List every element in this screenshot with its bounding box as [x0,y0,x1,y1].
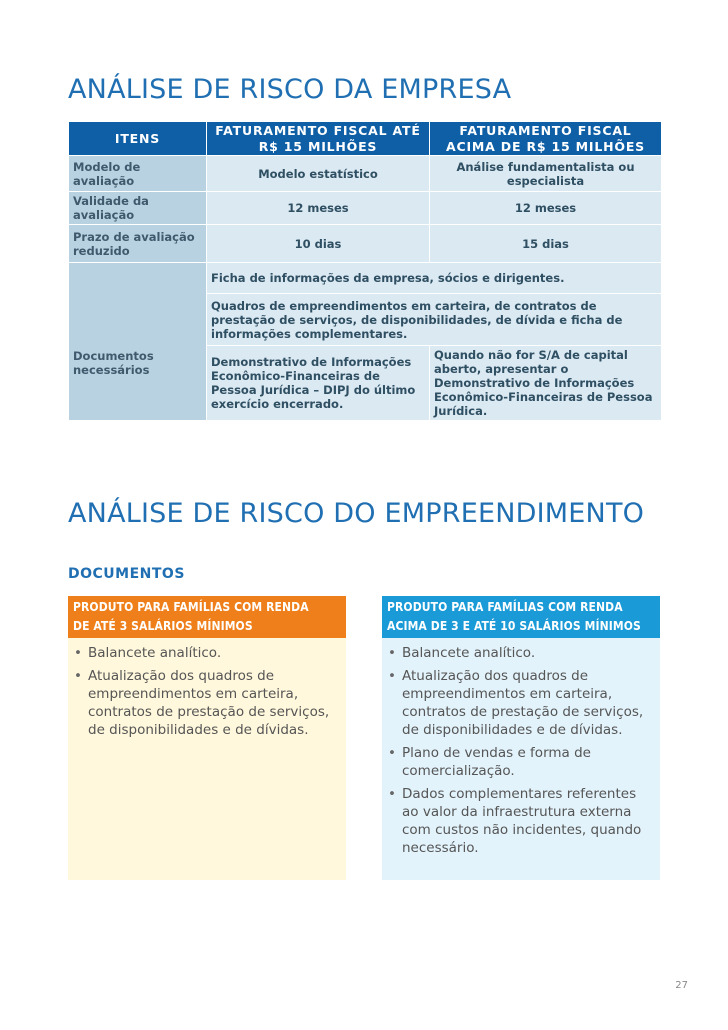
section-title-empresa: ANÁLISE DE RISCO DA EMPRESA [68,74,512,105]
list-item-text: Balancete analítico. [88,645,222,661]
right-column [382,596,660,880]
table-row [69,263,662,294]
left-column-body [68,638,346,880]
right-column-body [382,638,660,880]
table-cell: Quadros de empreendimentos em carteira, de contratos de prestação de serviços, de disponibilidades, de dívida e ficha de informações complementares. [207,294,662,346]
list-item [388,744,654,780]
right-header-line2: ACIMA DE 3 E ATÉ 10 SALÁRIOS MÍNIMOS [387,619,641,633]
row-label: Documentos necessários [69,263,207,421]
header-ate-15: FATURAMENTO FISCAL ATÉ R$ 15 MILHÕES [207,122,430,156]
right-column-header [382,596,660,638]
table-cell: Ficha de informações da empresa, sócios e dirigentes. [207,263,662,294]
risk-table [68,121,662,421]
table-cell: 10 dias [207,225,430,263]
left-column [68,596,346,880]
table-cell: 12 meses [207,192,430,225]
list-item-text: Dados complementares referentes ao valor da infraestrutura externa com custos não incidentes, quando necessário. [402,786,642,856]
section-title-empreendimento: ANÁLISE DE RISCO DO EMPREENDIMENTO [68,498,645,529]
table-cell: Quando não for S/A de capital aberto, apresentar o Demonstrativo de Informações Econômico-Financeiras de Pessoa Jurídica. [430,346,662,421]
list-item-text: Atualização dos quadros de empreendimentos em carteira, contratos de prestação de serviços, de disponibilidades e de dívidas. [88,668,330,738]
row-label: Modelo de avaliação [69,156,207,192]
bullet-icon: • [74,645,82,661]
bullet-icon: • [74,668,82,684]
table-cell: Análise fundamentalista ou especialista [430,156,662,192]
documentos-heading: DOCUMENTOS [68,566,185,582]
right-header-line1: PRODUTO PARA FAMÍLIAS COM RENDA [387,600,623,614]
bullet-icon: • [388,645,396,661]
table-cell: 15 dias [430,225,662,263]
page-number: 27 [675,980,688,991]
row-label: Prazo de avaliação reduzido [69,225,207,263]
header-itens: ITENS [69,122,207,156]
list-item [74,644,340,662]
list-item-text: Plano de vendas e forma de comercialização. [402,745,591,779]
table-row [69,192,662,225]
left-header-line1: PRODUTO PARA FAMÍLIAS COM RENDA [73,600,309,614]
list-item-text: Balancete analítico. [402,645,536,661]
bullet-icon: • [388,745,396,761]
row-label: Validade da avaliação [69,192,207,225]
table-row [69,225,662,263]
header-acima-15: FATURAMENTO FISCAL ACIMA DE R$ 15 MILHÕES [430,122,662,156]
table-header-row [69,122,662,156]
list-item [388,644,654,662]
bullet-icon: • [388,668,396,684]
left-header-line2: DE ATÉ 3 SALÁRIOS MÍNIMOS [73,619,253,633]
list-item [74,667,340,739]
list-item [388,785,654,857]
table-cell: Demonstrativo de Informações Econômico-Financeiras de Pessoa Jurídica – DIPJ do último exercício encerrado. [207,346,430,421]
bullet-icon: • [388,786,396,802]
table-row [69,156,662,192]
table-cell: 12 meses [430,192,662,225]
list-item [388,667,654,739]
table-cell: Modelo estatístico [207,156,430,192]
list-item-text: Atualização dos quadros de empreendimentos em carteira, contratos de prestação de serviços, de disponibilidades e de dívidas. [402,668,644,738]
left-column-header [68,596,346,638]
